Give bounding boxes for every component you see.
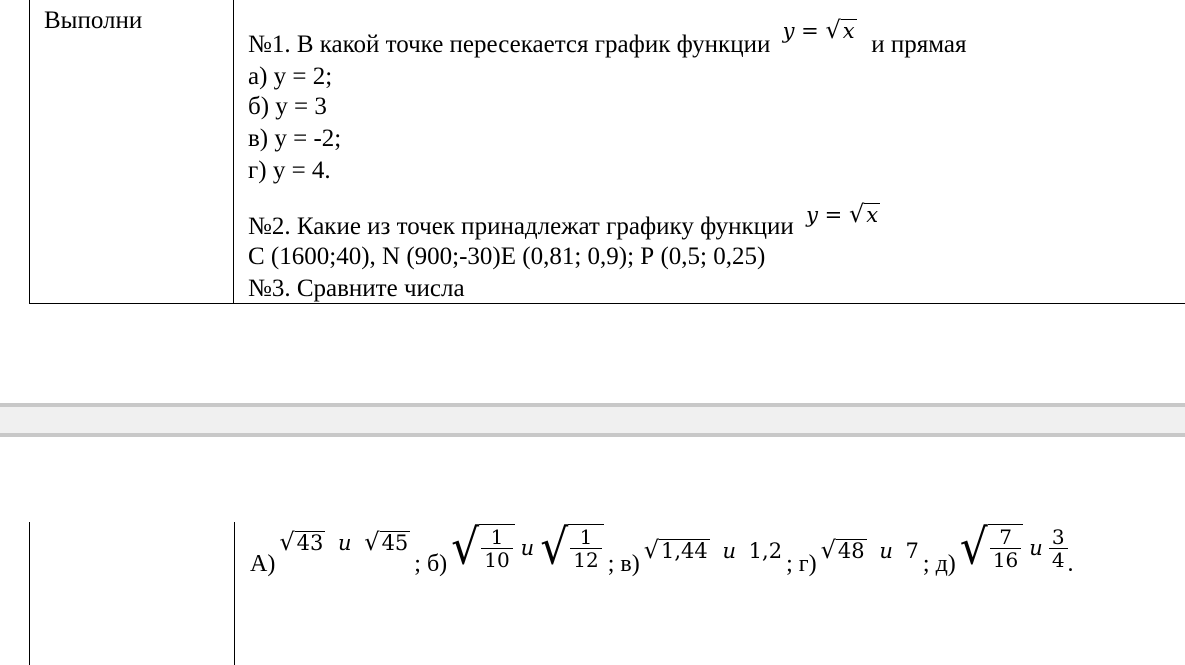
sqrt-symbol: √ x bbox=[848, 200, 879, 228]
item-a-expr: √ 43 u √ 45 bbox=[279, 527, 409, 556]
item-b-label: ; б) bbox=[414, 550, 448, 577]
sqrt-symbol: √ x bbox=[825, 16, 855, 44]
task1-option-v: в) у = -2; bbox=[248, 125, 342, 152]
item-end-period: . bbox=[1067, 550, 1074, 577]
table1-middle-border bbox=[233, 0, 234, 304]
item-v-label: ; в) bbox=[607, 550, 640, 577]
task2-formula: y = √ x bbox=[806, 200, 879, 228]
table1-left-border bbox=[29, 0, 30, 304]
page-separator bbox=[0, 403, 1185, 437]
item-a-label: А) bbox=[250, 550, 276, 577]
item-d-expr: √ $\frac{7}{16}$ u $\frac{3}{4}$ bbox=[960, 524, 1068, 572]
task-label-cell: Выполни bbox=[44, 7, 143, 34]
item-g-label: ; г) bbox=[786, 550, 817, 577]
task1-formula: y = √ x bbox=[782, 16, 855, 44]
comparison-row bbox=[246, 519, 1078, 577]
item-d-label: ; д) bbox=[922, 550, 956, 577]
task2-text: №2. Какие из точек принадлежат графику функции bbox=[248, 213, 794, 240]
item-v-expr: √ 1,44 u 1,2 bbox=[643, 535, 783, 564]
task1-option-a: а) у = 2; bbox=[248, 63, 333, 90]
item-b-expr: √ $\frac{1}{10}$ u √ $\frac{1}{12}$ bbox=[451, 524, 604, 572]
item-g-expr: √ 48 u 7 bbox=[820, 535, 919, 564]
task1-line bbox=[248, 16, 967, 60]
task3-text: №3. Сравните числа bbox=[248, 275, 465, 302]
task2-points: С (1600;40), N (900;-30)Е (0,81; 0,9); Р (0,5; 0,25) bbox=[248, 243, 766, 270]
table2-middle-border bbox=[234, 522, 235, 665]
task1-text: №1. В какой точке пересекается график функции bbox=[248, 31, 771, 58]
task1-option-g: г) у = 4. bbox=[248, 157, 331, 184]
task1-tail: и прямая bbox=[871, 31, 967, 58]
table1-bottom-border bbox=[29, 303, 1185, 304]
table2-left-border bbox=[29, 522, 30, 665]
task1-option-b: б) у = 3 bbox=[248, 93, 327, 120]
task2-line bbox=[248, 200, 880, 242]
